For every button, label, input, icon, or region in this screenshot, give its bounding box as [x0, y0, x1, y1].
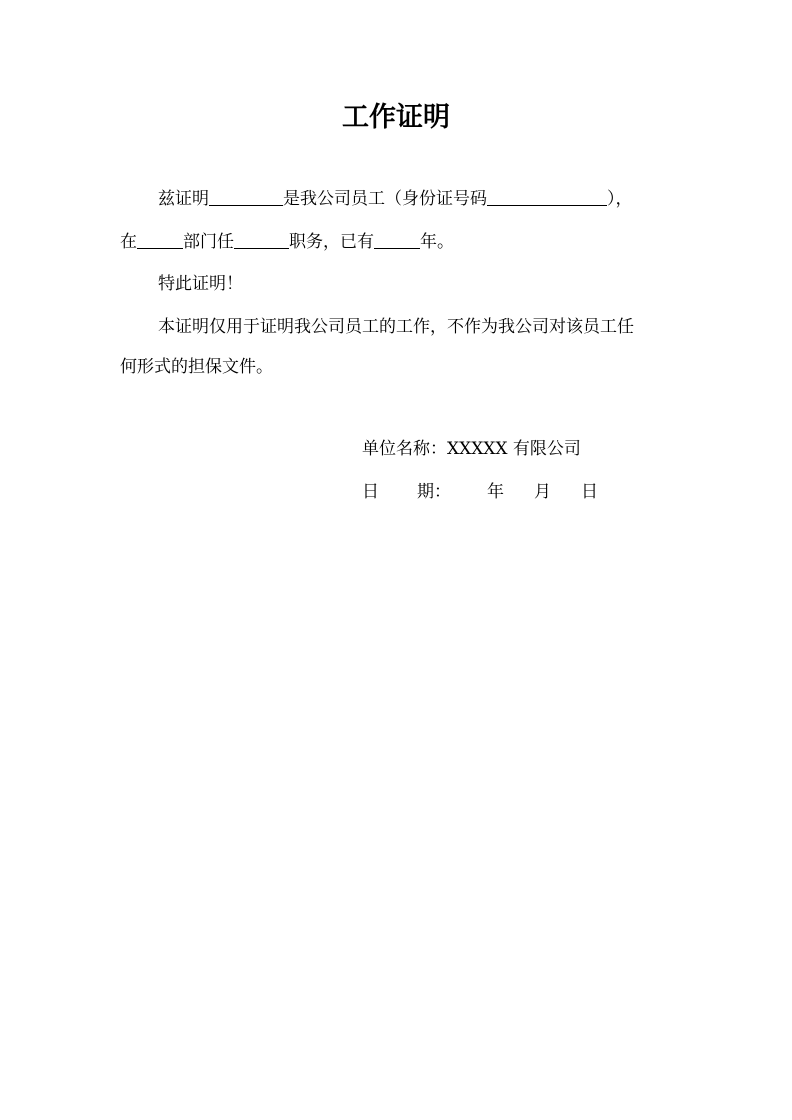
month-label: 月 — [534, 482, 551, 502]
date-label-2: 期： — [417, 482, 451, 502]
para1-text-c: ）， — [607, 189, 633, 209]
name-blank[interactable] — [209, 187, 283, 206]
para1-text-b: 是我公司员工（身份证号码 — [283, 189, 487, 209]
department-blank[interactable] — [137, 230, 183, 249]
para1-line2 — [120, 229, 454, 255]
date-line — [362, 479, 598, 505]
date-label-1: 日 — [362, 482, 379, 502]
company-label: 单位名称： — [362, 439, 447, 459]
company-line — [362, 436, 581, 462]
year-label: 年 — [487, 482, 504, 502]
para1-text-g: 年。 — [420, 232, 454, 252]
years-blank[interactable] — [374, 230, 420, 249]
day-label: 日 — [581, 482, 598, 502]
company-name: XXXXX 有限公司 — [447, 439, 581, 459]
para1-line1 — [158, 186, 633, 212]
para1-text-d: 在 — [120, 232, 137, 252]
document-title: 工作证明 — [342, 102, 450, 133]
para3-line1: 本证明仅用于证明我公司员工的工作，不作为我公司对该员工任 — [158, 317, 634, 337]
para2: 特此证明！ — [158, 274, 243, 294]
position-blank[interactable] — [234, 230, 289, 249]
id-number-blank[interactable] — [487, 187, 607, 206]
para3-line2: 何形式的担保文件。 — [120, 357, 273, 377]
para1-text-f: 职务，已有 — [289, 232, 374, 252]
para1-text-a: 兹证明 — [158, 189, 209, 209]
para1-text-e: 部门任 — [183, 232, 234, 252]
